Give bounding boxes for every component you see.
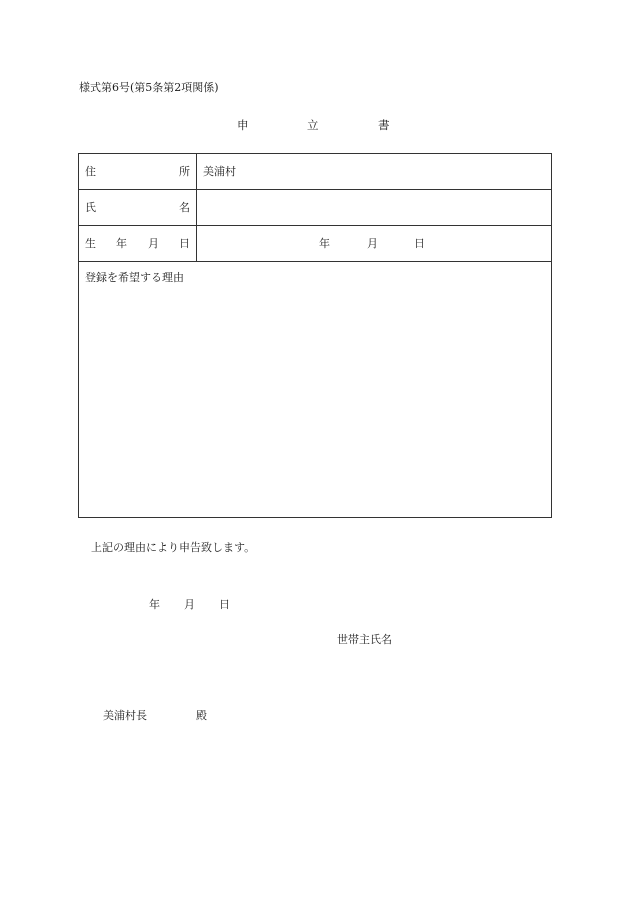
address-label-char: 所 [179,165,190,178]
head-of-household-label: 世帯主氏名 [337,633,392,646]
address-value[interactable]: 美浦村 [203,165,236,178]
date-day-unit: 日 [219,598,230,611]
birthdate-label-char: 生 [85,237,96,250]
birthdate-label-char: 月 [148,237,159,250]
date-year-unit: 年 [149,598,160,611]
birthdate-day-unit: 日 [414,237,425,250]
column-divider [196,154,197,261]
title-char: 申 [237,118,249,132]
birthdate-year-unit: 年 [319,237,330,250]
row-divider [79,261,551,262]
address-label-char: 住 [85,165,96,178]
title-char: 書 [378,118,390,132]
name-label-char: 名 [179,201,190,214]
row-divider [79,225,551,226]
birthdate-label-char: 年 [116,237,127,250]
declaration-statement: 上記の理由により申告致します。 [91,541,256,554]
reason-label: 登録を希望する理由 [85,271,184,284]
birthdate-label-char: 日 [179,237,190,250]
reason-textarea[interactable] [85,290,545,510]
application-table [78,153,552,518]
addressee-honorific: 殿 [196,709,207,722]
addressee-name: 美浦村長 [103,709,147,722]
form-number: 様式第6号(第5条第2項関係) [79,81,219,94]
title-char: 立 [307,118,319,132]
row-divider [79,189,551,190]
date-month-unit: 月 [184,598,195,611]
name-label-char: 氏 [85,201,96,214]
birthdate-month-unit: 月 [367,237,378,250]
